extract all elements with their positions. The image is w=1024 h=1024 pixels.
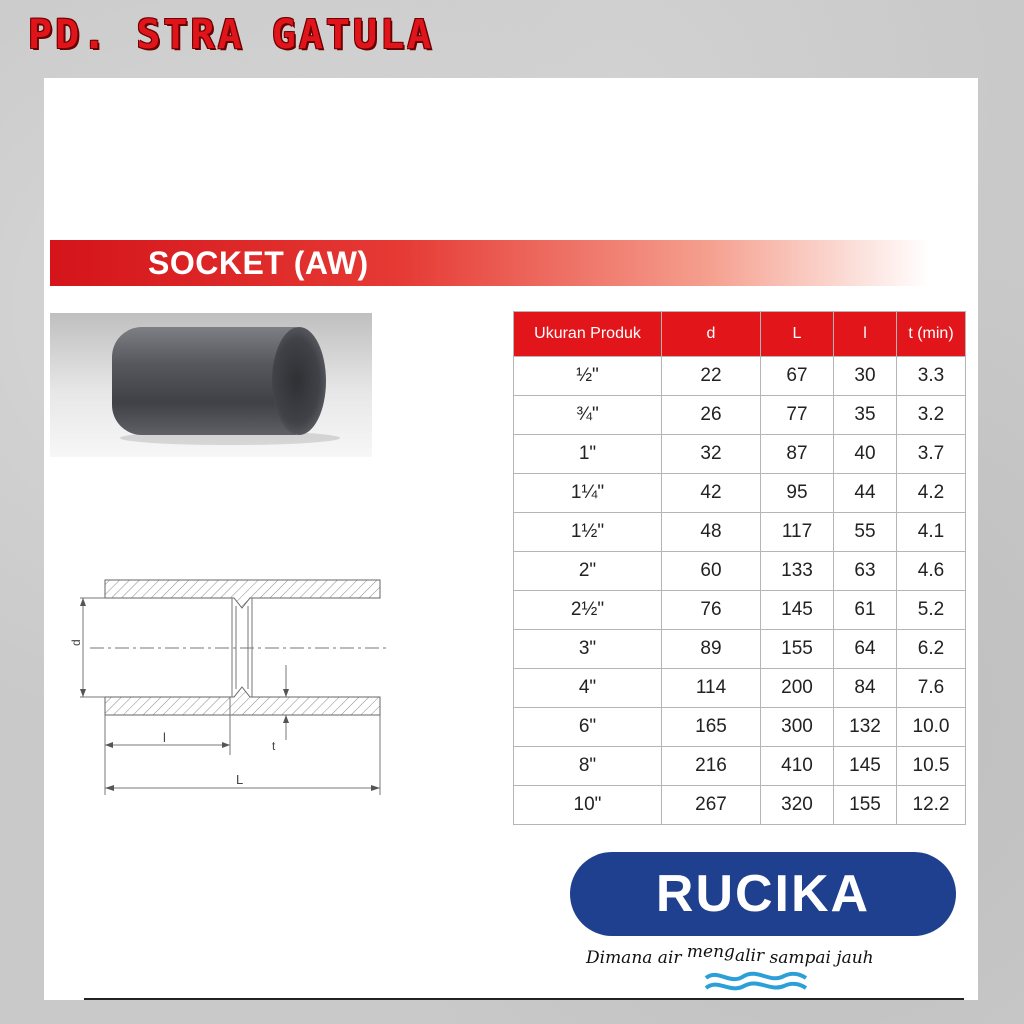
cell-L: 117: [761, 513, 834, 552]
cell-L: 67: [761, 357, 834, 396]
table-row: [514, 630, 966, 669]
logo-text: RUCIKA: [655, 865, 871, 923]
cell-l: 145: [834, 747, 897, 786]
table-row: [514, 786, 966, 825]
cell-L: 410: [761, 747, 834, 786]
cell-t: 6.2: [897, 630, 966, 669]
cell-l: 40: [834, 435, 897, 474]
logo-tagline: [586, 942, 946, 968]
cell-t: 4.6: [897, 552, 966, 591]
cell-t: 3.2: [897, 396, 966, 435]
cell-L: 133: [761, 552, 834, 591]
header-d: d: [662, 312, 761, 357]
cell-size: 4": [514, 669, 662, 708]
table-row: [514, 357, 966, 396]
cell-t: 10.5: [897, 747, 966, 786]
cell-d: 165: [662, 708, 761, 747]
table-row: [514, 708, 966, 747]
cell-size: 3": [514, 630, 662, 669]
dim-t-label: t: [272, 739, 276, 753]
table-row: [514, 513, 966, 552]
cell-L: 87: [761, 435, 834, 474]
cell-t: 10.0: [897, 708, 966, 747]
cell-l: 64: [834, 630, 897, 669]
cell-size: 8": [514, 747, 662, 786]
cell-size: 6": [514, 708, 662, 747]
cell-t: 3.7: [897, 435, 966, 474]
cell-d: 267: [662, 786, 761, 825]
cell-l: 63: [834, 552, 897, 591]
table-row: [514, 669, 966, 708]
cell-t: 4.1: [897, 513, 966, 552]
header-L: L: [761, 312, 834, 357]
cell-l: 55: [834, 513, 897, 552]
table-row: [514, 591, 966, 630]
store-name: PD. STRA GATULA: [28, 12, 435, 58]
tagline-start: Dimana air: [586, 948, 687, 968]
cell-t: 3.3: [897, 357, 966, 396]
water-wave-icon: [704, 966, 808, 994]
tagline-end: sampai jauh: [764, 948, 874, 968]
cell-l: 84: [834, 669, 897, 708]
cell-size: 10": [514, 786, 662, 825]
header-size: Ukuran Produk: [514, 312, 662, 357]
cell-t: 7.6: [897, 669, 966, 708]
cell-l: 35: [834, 396, 897, 435]
cell-L: 300: [761, 708, 834, 747]
cell-size: 1¼": [514, 474, 662, 513]
table-row: [514, 747, 966, 786]
header-t-min: t (min): [897, 312, 966, 357]
dim-l-label: l: [163, 730, 166, 745]
cell-d: 32: [662, 435, 761, 474]
cell-d: 114: [662, 669, 761, 708]
table-row: [514, 474, 966, 513]
cell-l: 30: [834, 357, 897, 396]
card-bottom-divider: [84, 998, 964, 1000]
cell-size: ½": [514, 357, 662, 396]
cell-l: 44: [834, 474, 897, 513]
table-row: [514, 396, 966, 435]
cell-d: 42: [662, 474, 761, 513]
cell-L: 155: [761, 630, 834, 669]
dim-L-label: L: [236, 772, 244, 787]
tagline-alir: alir: [734, 946, 765, 966]
cell-t: 5.2: [897, 591, 966, 630]
cell-d: 76: [662, 591, 761, 630]
cell-L: 95: [761, 474, 834, 513]
product-title: SOCKET (AW): [148, 245, 369, 281]
cell-d: 26: [662, 396, 761, 435]
bottom-wall: [105, 687, 380, 715]
product-photo: [50, 313, 372, 457]
cell-t: 12.2: [897, 786, 966, 825]
cell-d: 60: [662, 552, 761, 591]
table-row: [514, 552, 966, 591]
cell-l: 61: [834, 591, 897, 630]
cell-t: 4.2: [897, 474, 966, 513]
dim-d-label: d: [69, 639, 83, 646]
cell-L: 200: [761, 669, 834, 708]
cell-l: 155: [834, 786, 897, 825]
cell-d: 216: [662, 747, 761, 786]
header-l: l: [834, 312, 897, 357]
cell-l: 132: [834, 708, 897, 747]
technical-drawing: [60, 570, 390, 800]
cell-size: ¾": [514, 396, 662, 435]
cell-size: 2½": [514, 591, 662, 630]
table-header-row: [514, 312, 966, 357]
cell-L: 145: [761, 591, 834, 630]
cell-L: 320: [761, 786, 834, 825]
cell-d: 89: [662, 630, 761, 669]
table-row: [514, 435, 966, 474]
socket-opening: [272, 327, 326, 435]
cell-d: 22: [662, 357, 761, 396]
dimension-table: [513, 311, 966, 825]
cell-L: 77: [761, 396, 834, 435]
top-wall: [105, 580, 380, 608]
tagline-meng: meng: [686, 942, 735, 962]
cell-d: 48: [662, 513, 761, 552]
cell-size: 2": [514, 552, 662, 591]
cell-size: 1½": [514, 513, 662, 552]
cell-size: 1": [514, 435, 662, 474]
